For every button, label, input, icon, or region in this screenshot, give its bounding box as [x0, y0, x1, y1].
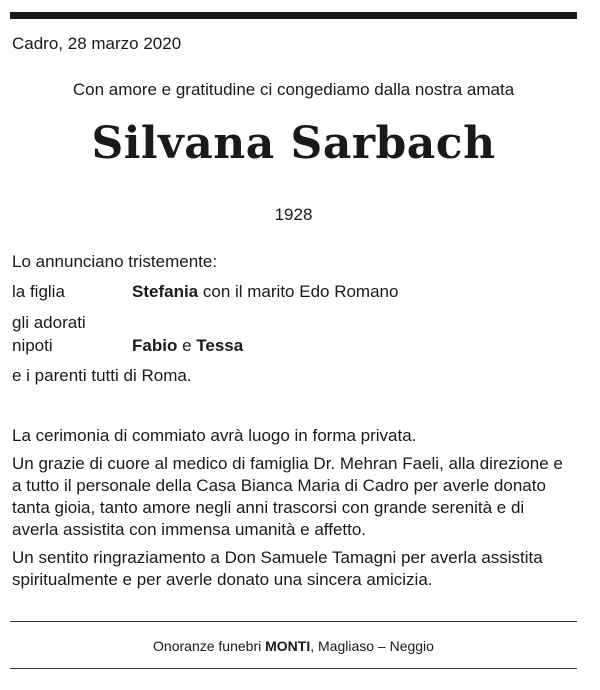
family-row-label: nipoti: [12, 336, 53, 355]
intro-text: Con amore e gratitudine ci congediamo dalla nostra amata: [72, 80, 515, 99]
funeral-home-credit: [10, 638, 577, 654]
footer-firm: MONTI: [265, 638, 311, 654]
family-row-relatives: [12, 366, 192, 386]
family-row-daughter: [12, 282, 398, 302]
family-row-name-2: Tessa: [196, 336, 244, 355]
deceased-name: Silvana Sarbach: [91, 118, 496, 169]
footer-suffix: , Magliaso – Neggio: [310, 638, 434, 654]
body-text: [12, 425, 572, 597]
family-row-grandchildren: [12, 336, 243, 356]
ceremony-text: La cerimonia di commiato avrà luogo in forma privata.: [12, 426, 417, 445]
thanks-paragraph-1: Un grazie di cuore al medico di famiglia Dr. Mehran Faeli, alla direzione e a tutto il personale della Casa Bianca Maria di Cadro per averle donato tanta gioia, tanto amore negli anni trascorsi con grande serenità e di averla assistita con immensa umanità e affetto.: [12, 454, 563, 539]
family-row-label: la figlia: [12, 282, 65, 301]
announce-text: Lo annunciano tristemente:: [12, 252, 218, 271]
top-rule: [10, 12, 577, 19]
family-row-label: e i parenti tutti di Roma.: [12, 366, 192, 385]
family-row-name: Stefania: [132, 282, 199, 301]
footer-rule-bottom: [10, 668, 577, 669]
family-row-joiner: e: [177, 336, 197, 355]
family-row-label: gli adorati: [12, 313, 86, 332]
family-row-adored: [12, 313, 132, 333]
family-row-rest: con il marito Edo Romano: [198, 282, 399, 301]
place-date: Cadro, 28 marzo 2020: [12, 34, 182, 53]
birth-year: 1928: [274, 205, 313, 224]
footer-prefix: Onoranze funebri: [153, 638, 266, 654]
thanks-paragraph-2: Un sentito ringraziamento a Don Samuele Tamagni per averla assistita spiritualmente e per averle donato una sincera amicizia.: [12, 548, 543, 589]
footer-rule-top: [10, 621, 577, 622]
family-row-name: Fabio: [132, 336, 178, 355]
